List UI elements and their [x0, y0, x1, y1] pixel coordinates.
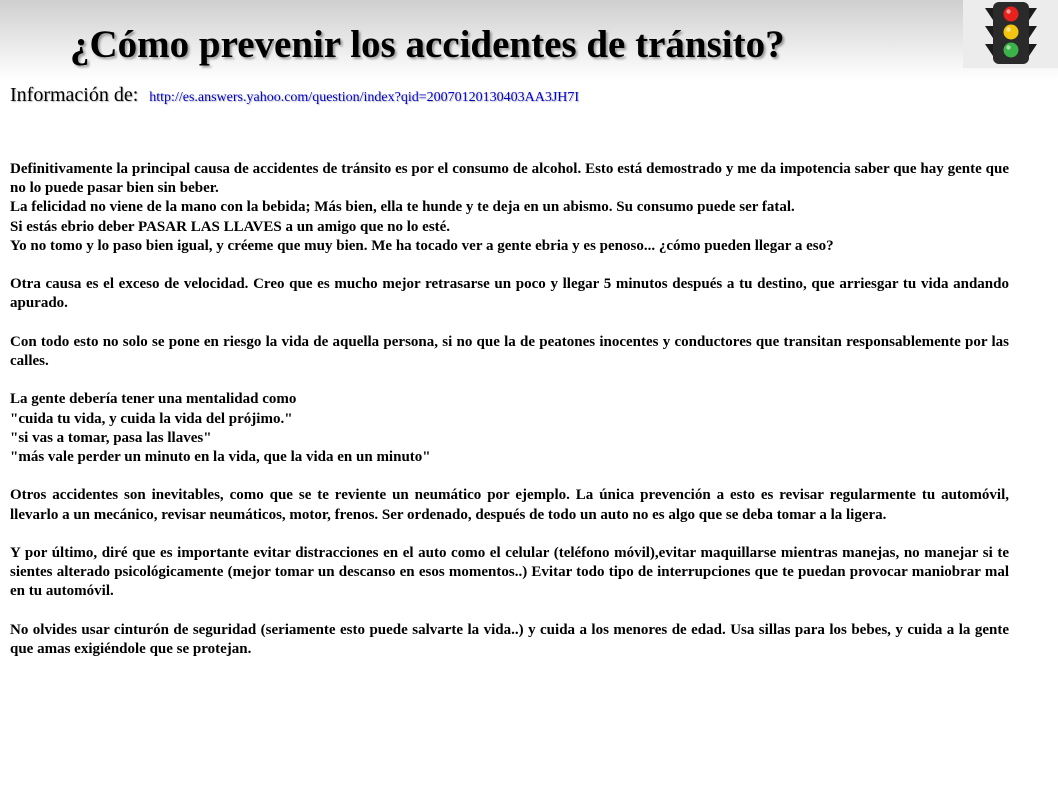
body-paragraph: Si estás ebrio deber PASAR LAS LLAVES a un amigo que no lo esté.: [10, 218, 451, 235]
yellow-lamp: [1004, 25, 1019, 40]
body-paragraph: "más vale perder un minuto en la vida, que la vida en un minuto": [10, 449, 431, 465]
traffic-light-logo: [963, 0, 1058, 68]
body-paragraph: Otros accidentes son inevitables, como que se te reviente un neumático por ejemplo. La única prevención a esto es revisar regularmente tu automóvil, llevarlo a un mecánico, revisar neumáticos, motor, frenos. Ser ordenado, después de todo un auto no es algo que se deba tomar a la ligera.: [10, 487, 1009, 523]
green-lamp-highlight: [1006, 45, 1010, 49]
body-paragraph: Con todo esto no solo se pone en riesgo la vida de aquella persona, si no que la de peatones inocentes y conductores que transitan responsablemente por las calles.: [10, 333, 1009, 369]
blank-line: [10, 467, 1009, 486]
traffic-light-wing-right: [1029, 8, 1037, 56]
traffic-light-icon: [963, 0, 1058, 68]
body-paragraph: La felicidad no viene de la mano con la bebida; Más bien, ella te hunde y te deja en un abismo. Su consumo puede ser fatal.: [10, 199, 795, 216]
blank-line: [10, 256, 1009, 275]
body-paragraph: Yo no tomo y lo paso bien igual, y créeme que muy bien. Me ha tocado ver a gente ebria y es penoso... ¿cómo pueden llegar a eso?: [10, 237, 834, 254]
body-paragraph: "si vas a tomar, pasa las llaves": [10, 429, 212, 446]
red-lamp-highlight: [1006, 9, 1010, 13]
body-paragraph: No olvides usar cinturón de seguridad (seriamente esto puede salvarte la vida..) y cuida a los menores de edad. Usa sillas para los bebes, y cuida a la gente que amas exigiéndole que se protejan.: [10, 621, 1009, 657]
blank-line: [10, 314, 1009, 333]
body-paragraph: Otra causa es el exceso de velocidad. Creo que es mucho mejor retrasarse un poco y llegar 5 minutos después a tu destino, que arriesgar tu vida andando apurado.: [10, 276, 1009, 312]
green-lamp: [1004, 43, 1019, 58]
traffic-light-wing-left: [985, 8, 993, 56]
page-title: ¿Cómo prevenir los accidentes de tránsito?: [70, 23, 785, 66]
blank-line: [10, 525, 1009, 544]
source-label: Información de:: [10, 84, 139, 106]
red-lamp: [1004, 7, 1019, 22]
body-paragraph: Y por último, diré que es importante evitar distracciones en el auto como el celular (teléfono móvil),evitar maquillarse mientras manejas, no manejar si te sientes alterado psicológicamente (mejor tomar un descanso en esos momentos..) Evitar todo tipo de interrupciones que te puedan provocar maniobrar mal en tu automóvil.: [10, 544, 1009, 600]
blank-line: [10, 602, 1009, 621]
body-paragraph: Definitivamente la principal causa de accidentes de tránsito es por el consumo de alcohol. Esto está demostrado y me da impotencia saber que hay gente que no lo puede pasar bien sin beber.: [10, 161, 1009, 197]
body-paragraph: La gente debería tener una mentalidad como: [10, 391, 297, 408]
yellow-lamp-highlight: [1006, 27, 1010, 31]
source-link[interactable]: http://es.answers.yahoo.com/question/index?qid=20070120130403AA3JH7I: [149, 90, 580, 105]
blank-line: [10, 371, 1009, 390]
article-body: [10, 160, 1009, 659]
source-line: [10, 82, 579, 111]
body-paragraph: "cuida tu vida, y cuida la vida del prójimo.": [10, 410, 293, 427]
